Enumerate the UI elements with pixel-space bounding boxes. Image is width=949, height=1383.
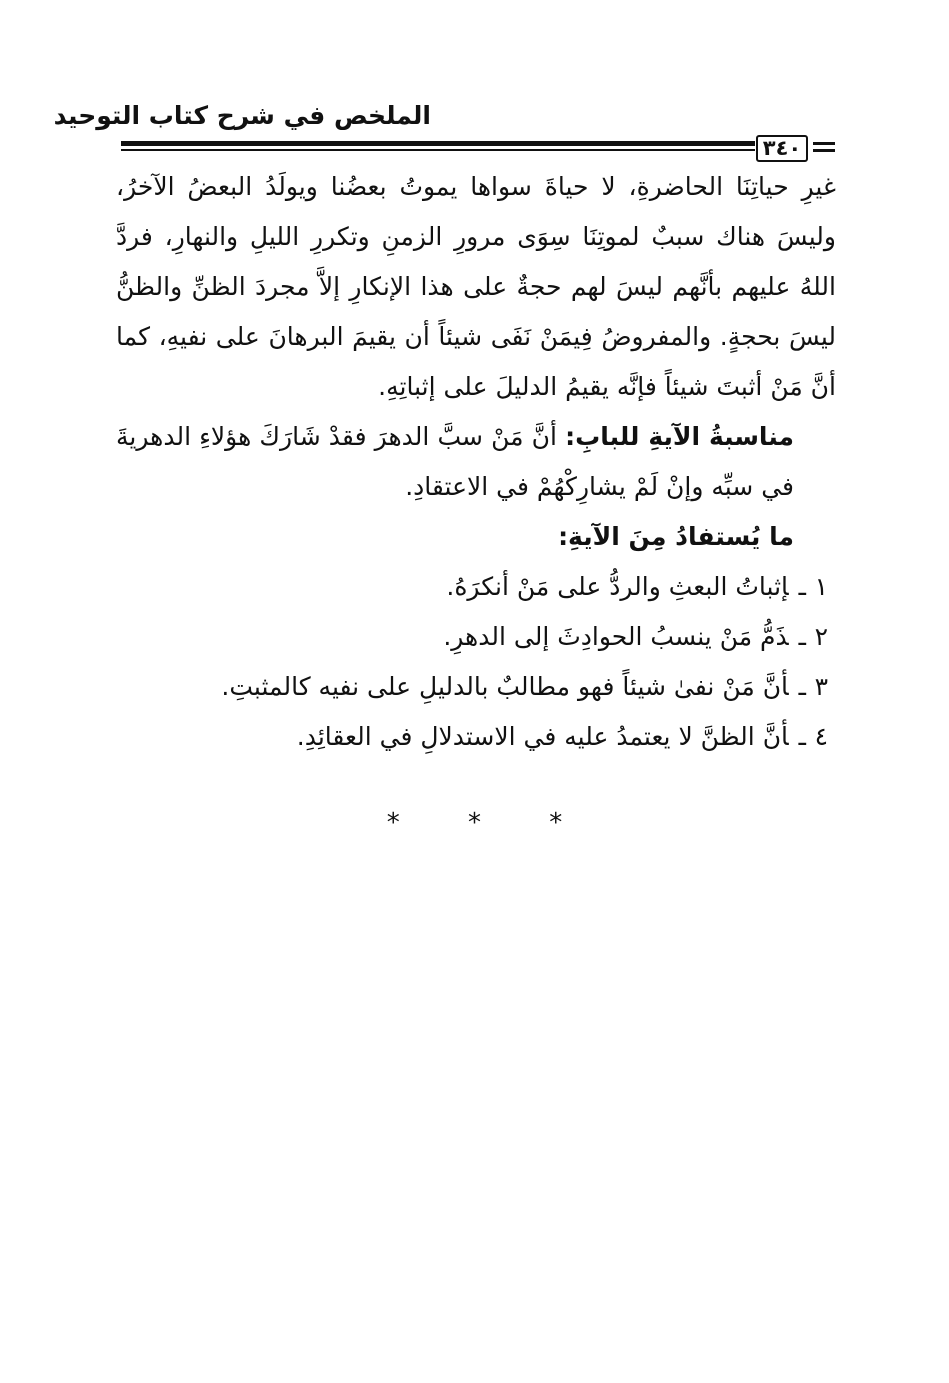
paragraph-explanation: غيرِ حياتِنَا الحاضرةِ، لا حياةَ سواها يموتُ بعضُنا ويولَدُ البعضُ الآخرُ، وليسَ هناك سببٌ لموتِنَا سِوَى مرورِ الزمنِ وتكررِ الليلِ والنهارِ، فردَّ اللهُ عليهم بأنَّهم ليسَ لهم حجةٌ على هذا الإنكارِ إلاَّ مجردَ الظنِّ والظنُّ ليسَ بحجةٍ. والمفروضُ فِيمَنْ نَفَى شيئاً أن يقيمَ البرهانَ على نفيهِ، كما أنَّ مَنْ أثبتَ شيئاً فإنَّه يقيمُ الدليلَ على إثباتِهِ. <box>116 172 836 401</box>
list-item-text: ذَمُّ مَنْ ينسبُ الحوادِثَ إلى الدهرِ. <box>443 622 789 651</box>
list-item-text: إثباتُ البعثِ والردُّ على مَنْ أنكرَهُ. <box>446 572 789 601</box>
list-item <box>116 662 836 712</box>
list-item <box>116 562 836 612</box>
list-dash: ـ <box>798 572 806 601</box>
list-item-number: ٣ <box>814 672 828 701</box>
list-item-number: ١ <box>814 572 828 601</box>
list-dash: ـ <box>798 722 806 751</box>
paragraph-relevance <box>116 412 836 512</box>
list-item <box>116 712 836 762</box>
relevance-text: أنَّ مَنْ سبَّ الدهرَ فقدْ شَارَكَ هؤلاءِ الدهريةَ في سبِّه وإنْ لَمْ يشارِكْهُمْ في الاعتقادِ. <box>116 422 794 501</box>
body-text <box>116 162 836 762</box>
page-number: ٣٤٠ <box>756 135 808 162</box>
header-rule-thin-line <box>121 149 755 151</box>
header-rule-thick-line <box>121 141 755 146</box>
list-item-text: أنَّ مَنْ نفىٰ شيئاً فهو مطالبٌ بالدليلِ على نفيه كالمثبتِ. <box>221 672 789 701</box>
section-separator-stars: * * * <box>386 808 593 838</box>
list-dash: ـ <box>798 622 806 651</box>
ornament-line-bottom <box>813 149 835 152</box>
list-dash: ـ <box>798 672 806 701</box>
list-item <box>116 612 836 662</box>
list-item-number: ٤ <box>814 722 828 751</box>
relevance-label: مناسبةُ الآيةِ للبابِ: <box>565 422 794 451</box>
header-rule <box>121 141 755 151</box>
running-title: الملخص في شرح كتاب التوحيد <box>53 101 431 130</box>
ornament-line-top <box>813 142 835 145</box>
list-item-text: أنَّ الظنَّ لا يعتمدُ عليه في الاستدلالِ في العقائِدِ. <box>296 722 789 751</box>
list-item-number: ٢ <box>814 622 828 651</box>
benefits-heading: ما يُستفادُ مِنَ الآيةِ: <box>558 522 794 551</box>
benefits-list <box>116 562 836 762</box>
header-side-ornament <box>813 142 835 153</box>
